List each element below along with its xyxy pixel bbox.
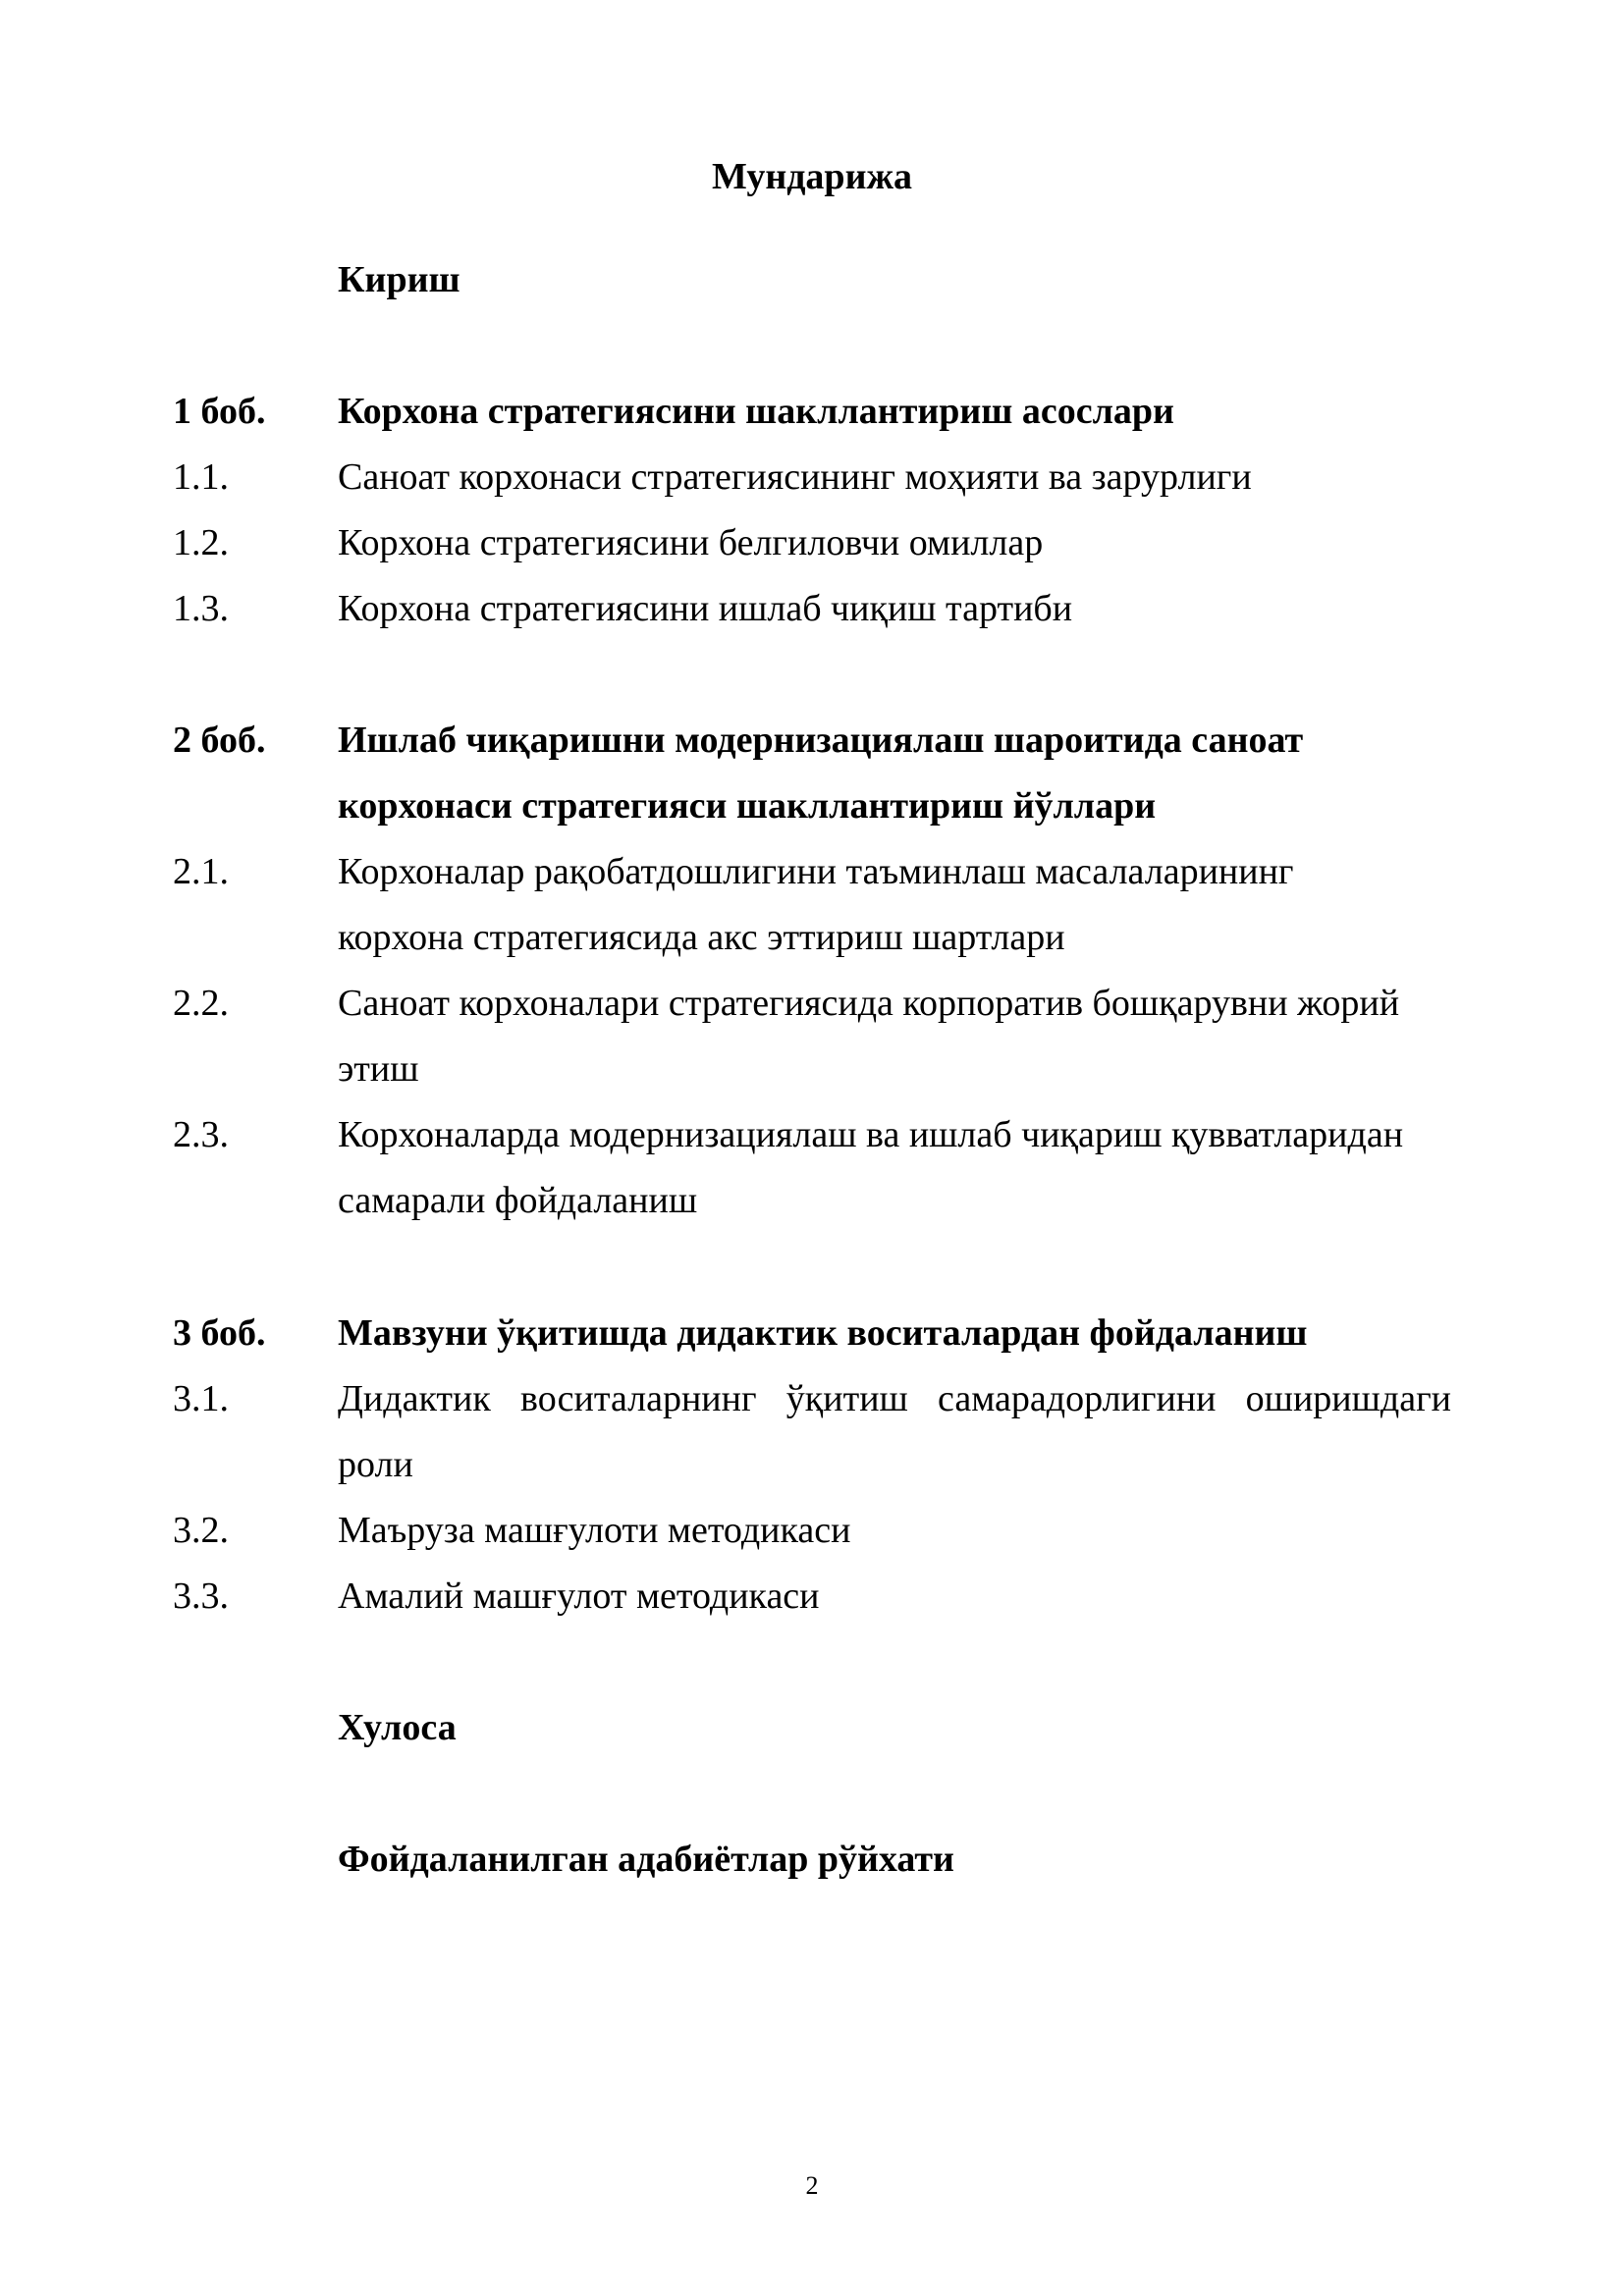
chapter-2-title-line-2 [0,774,1624,839]
section-3-3 [0,1564,1624,1629]
section-2-3-continued [0,1168,1624,1234]
chapter-1-title-line-1 [0,379,1624,445]
section-number: 3.1. [173,1378,229,1419]
section-title-continued: корхона стратегиясида акс эттириш шартлари [338,917,1065,958]
section-title: Дидактик воситаларнинг ўқитиш самарадорлигини оширишдаги [338,1378,1451,1419]
chapter-2-title: Ишлаб чиқаришни модернизациялаш шароитида саноат [338,720,1304,761]
chapter-3-number: 3 боб. [173,1312,266,1354]
section-3-1 [0,1366,1624,1432]
chapter-2-number: 2 боб. [173,720,266,761]
section-number: 1.1. [173,456,229,498]
section-title: Маъруза машғулоти методикаси [338,1510,851,1551]
section-2-2 [0,971,1624,1037]
chapter-1-title: Корхона стратегиясини шакллантириш асослари [338,391,1174,432]
references-title: Фойдаланилган адабиётлар рўйхати [338,1839,954,1880]
section-2-3 [0,1102,1624,1168]
page-number: 2 [805,2171,819,2200]
section-1-2 [0,510,1624,576]
intro-title: Кириш [338,259,460,300]
toc-entry-intro [0,247,1624,313]
section-number: 2.3. [173,1114,229,1155]
section-title: Корхоналар рақобатдошлигини таъминлаш масалаларининг [338,851,1294,892]
section-title: Саноат корхоналари стратегиясида корпоратив бошқарувни жорий [338,983,1400,1024]
section-title-continued: этиш [338,1048,419,1090]
section-title-continued: самарали фойдаланиш [338,1180,698,1221]
chapter-2-title-continued: корхонаси стратегияси шакллантириш йўллари [338,785,1157,827]
section-number: 1.2. [173,522,229,563]
section-title: Корхона стратегиясини белгиловчи омиллар [338,522,1044,563]
section-1-3 [0,576,1624,642]
section-1-1 [0,445,1624,510]
section-title: Амалий машғулот методикаси [338,1575,820,1617]
chapter-3-title: Мавзуни ўқитишда дидактик воситалардан фойдаланиш [338,1312,1308,1354]
section-number: 3.3. [173,1575,229,1617]
section-number: 2.1. [173,851,229,892]
section-title-continued: роли [338,1444,413,1485]
section-2-2-continued [0,1037,1624,1102]
section-title: Саноат корхонаси стратегиясининг моҳияти ва зарурлиги [338,456,1252,498]
section-number: 2.2. [173,983,229,1024]
section-3-1-continued [0,1432,1624,1498]
chapter-1-number: 1 боб. [173,391,266,432]
section-number: 3.2. [173,1510,229,1551]
conclusion-title: Хулоса [338,1707,457,1748]
toc-entry-references [0,1827,1624,1893]
section-title: Корхоналарда модернизациялаш ва ишлаб чиқариш қувватларидан [338,1114,1404,1155]
section-2-1-continued [0,905,1624,971]
chapter-3-title-line-1 [0,1301,1624,1366]
chapter-2-title-line-1 [0,708,1624,774]
toc-heading: Мундарижа [711,156,913,197]
section-2-1 [0,839,1624,905]
toc-entry-conclusion [0,1695,1624,1761]
section-number: 1.3. [173,588,229,629]
section-3-2 [0,1498,1624,1564]
section-title: Корхона стратегиясини ишлаб чиқиш тартиби [338,588,1073,629]
